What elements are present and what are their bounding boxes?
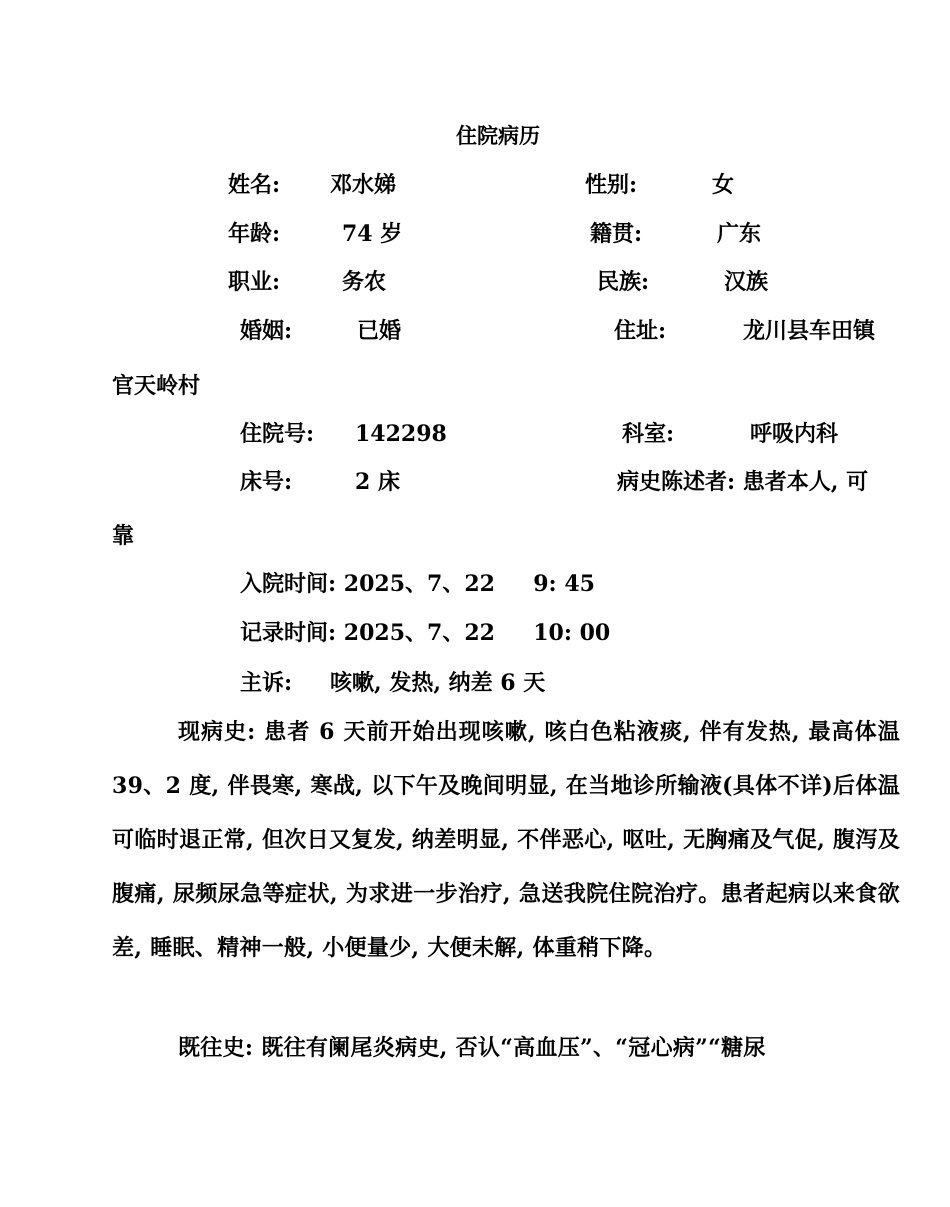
bed-label: 床号:	[240, 469, 293, 495]
address-label: 住址:	[614, 318, 667, 344]
name-value: 邓水娣	[330, 172, 397, 198]
history-narrator-continued: 靠	[112, 523, 135, 549]
marriage-value: 已婚	[357, 318, 402, 344]
occupation-value: 务农	[342, 269, 387, 295]
chief-complaint-label: 主诉:	[240, 670, 293, 696]
age-value: 74 岁	[342, 221, 403, 247]
address-value-continued: 官天岭村	[112, 373, 201, 399]
admission-number-label: 住院号:	[240, 421, 315, 447]
past-history: 既往史: 既往有阑尾炎病史, 否认“高血压”、“冠心病”“糖尿	[178, 1035, 766, 1061]
department-value: 呼吸内科	[750, 421, 839, 447]
admission-number-value: 142298	[355, 421, 447, 447]
origin-label: 籍贯:	[590, 221, 643, 247]
chief-complaint-value: 咳嗽, 发热, 纳差 6 天	[330, 670, 546, 696]
present-illness-history: 现病史: 患者 6 天前开始出现咳嗽, 咳白色粘液痰, 伴有发热, 最高体温 39、2 度, 伴畏寒, 寒战, 以下午及晚间明显, 在当地诊所输液(具体不详)后体温可临时退正常, 但次日又复发, 纳差明显, 不伴恶心, 呕吐, 无胸痛及气促, 腹泻及腹痛, 尿频尿急等症状, 为求进一步治疗, 急送我院住院治疗。患者起病以来食欲差, 睡眠、精神一般, 小便量少, 大便未解, 体重稍下降。	[112, 719, 900, 961]
department-label: 科室:	[622, 421, 675, 447]
origin-value: 广东	[717, 221, 762, 247]
age-label: 年龄:	[228, 221, 281, 247]
gender-label: 性别:	[585, 172, 638, 198]
bed-value: 2 床	[355, 469, 400, 495]
history-narrator: 病史陈述者: 患者本人, 可	[617, 469, 869, 495]
ethnicity-label: 民族:	[597, 269, 650, 295]
address-value: 龙川县车田镇	[743, 318, 876, 344]
gender-value: 女	[712, 172, 735, 198]
record-time: 记录时间: 2025、7、22 10: 00	[240, 620, 611, 646]
name-label: 姓名:	[228, 172, 281, 198]
admission-time: 入院时间: 2025、7、22 9: 45	[240, 571, 595, 597]
marriage-label: 婚姻:	[240, 318, 293, 344]
document-title: 住院病历	[456, 123, 540, 148]
occupation-label: 职业:	[228, 269, 281, 295]
ethnicity-value: 汉族	[724, 269, 769, 295]
